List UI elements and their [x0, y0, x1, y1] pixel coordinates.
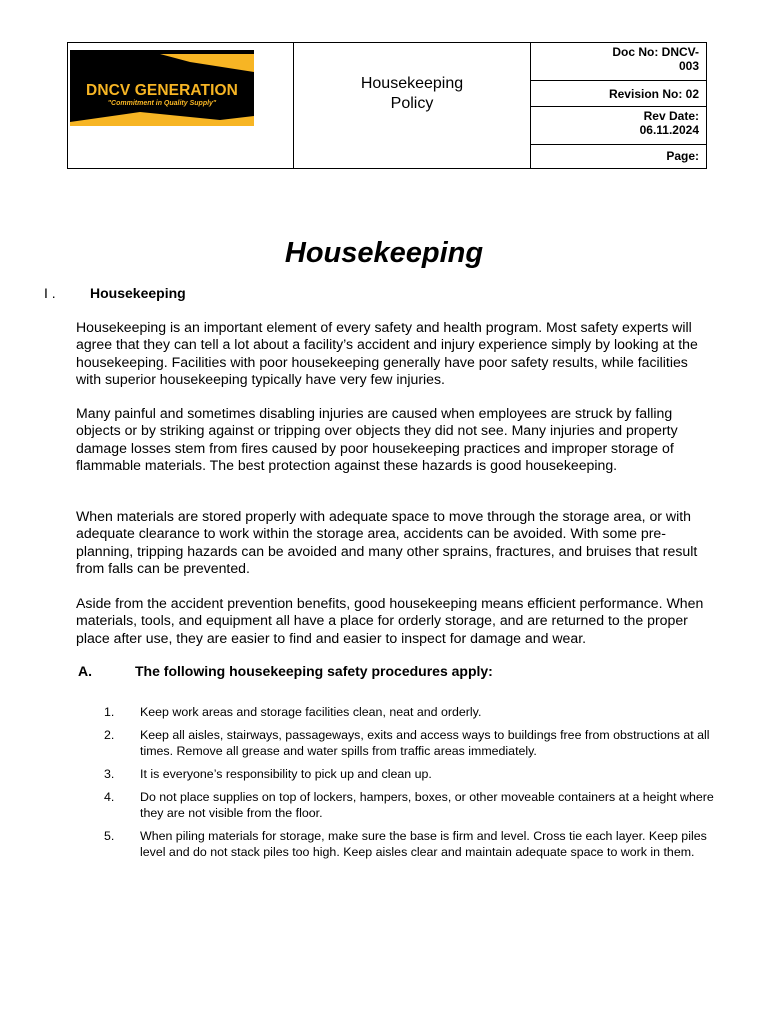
- policy-title: Housekeeping Policy: [360, 75, 464, 112]
- logo-tagline: "Commitment in Quality Supply": [107, 100, 217, 107]
- revision-number-cell: [531, 81, 706, 107]
- procedure-list: [0, 704, 768, 867]
- list-item: [0, 766, 768, 782]
- paragraph: When materials are stored properly with adequate space to move through the storage area, or with adequate clearance to work within the storage area, accidents can be avoided. With some pre-planning, tripping hazards can be avoided and many other sprains, fractures, and bruises that result from falls can be prevented.: [76, 508, 698, 576]
- list-item: [0, 828, 768, 860]
- list-item-text: Do not place supplies on top of lockers, hampers, boxes, or other moveable containers at a height where they are not visible from the floor.: [140, 790, 714, 820]
- list-item-number: 1.: [104, 705, 115, 719]
- document-title: Housekeeping: [284, 237, 484, 269]
- paragraph: Housekeeping is an important element of every safety and health program. Most safety experts will agree that they can tell a lot about a facility’s accident and injury experience simply by looking at the housekeeping. Facilities with poor housekeeping generally have poor safety results, while facilities with superior housekeeping typically have very few injuries.: [76, 319, 698, 387]
- document-header-table: [67, 42, 707, 169]
- logo-cell: [68, 43, 294, 168]
- doc-number: Doc No: DNCV-003: [612, 45, 699, 73]
- list-item: [0, 704, 768, 720]
- header-meta-column: [531, 43, 706, 168]
- revision-date: Rev Date: 06.11.2024: [639, 109, 699, 137]
- subsection-heading: The following housekeeping safety procedures apply:: [135, 663, 493, 679]
- page-label: Page:: [666, 149, 699, 163]
- header-title-cell: [294, 43, 531, 168]
- revision-number: Revision No: 02: [608, 87, 699, 101]
- list-item-text: When piling materials for storage, make sure the base is firm and level. Cross tie each layer. Keep piles level and do not stack piles too high. Keep aisles clear and maintain adequate space to work in them.: [140, 829, 707, 859]
- list-item-text: It is everyone’s responsibility to pick up and clean up.: [140, 767, 432, 781]
- list-item-number: 4.: [104, 790, 115, 804]
- list-item-text: Keep work areas and storage facilities clean, neat and orderly.: [140, 705, 482, 719]
- list-item-number: 3.: [104, 767, 115, 781]
- list-item: [0, 727, 768, 759]
- doc-number-cell: [531, 43, 706, 81]
- list-item-number: 5.: [104, 829, 115, 843]
- logo-company-name: DNCV GENERATION: [86, 82, 238, 99]
- section-heading: Housekeeping: [90, 285, 186, 301]
- revision-date-cell: [531, 107, 706, 145]
- subsection-letter: A.: [78, 663, 92, 679]
- paragraph: Many painful and sometimes disabling injuries are caused when employees are struck by falling objects or by striking against or tripping over objects they did not see. Many injuries and property damage losses stem from fires caused by poor housekeeping practices and improper storage of flammable materials. The best protection against these hazards is good housekeeping.: [76, 405, 678, 473]
- paragraph: Aside from the accident prevention benefits, good housekeeping means efficient performance. When materials, tools, and equipment all have a place for orderly storage, and are returned to the proper place after use, they are easier to find and easier to inspect for damage and wear.: [76, 595, 704, 646]
- company-logo: [70, 50, 254, 126]
- section-number: I .: [44, 285, 56, 301]
- list-item-number: 2.: [104, 728, 115, 742]
- list-item: [0, 789, 768, 821]
- list-item-text: Keep all aisles, stairways, passageways, exits and access ways to buildings free from obstructions at all times. Remove all grease and water spills from traffic areas immediately.: [140, 728, 710, 758]
- page-number-cell: [531, 145, 706, 168]
